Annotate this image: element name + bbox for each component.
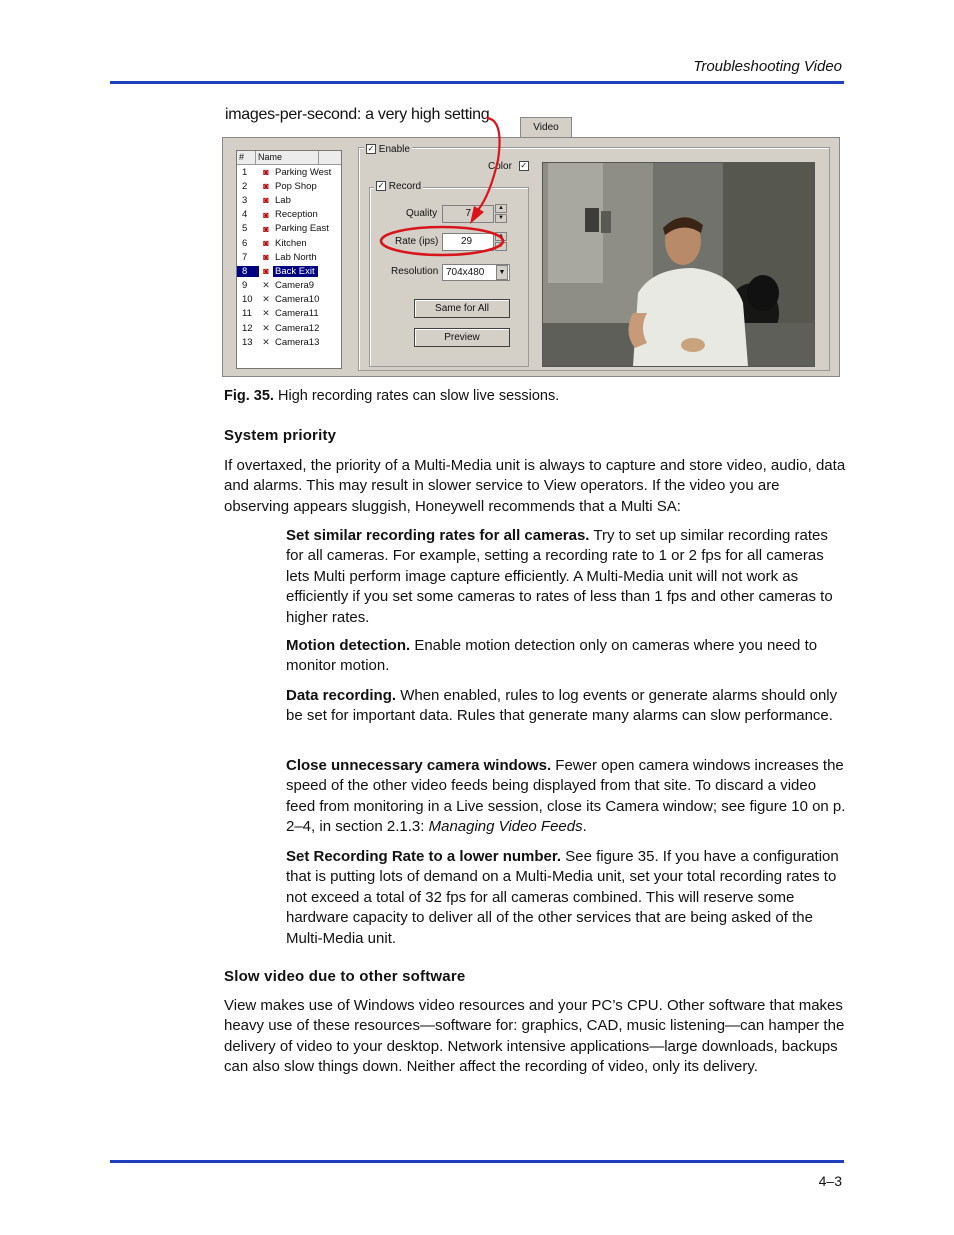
camera-name: Lab xyxy=(275,194,291,206)
section-heading-system-priority: System priority xyxy=(224,427,337,444)
column-header-number[interactable]: # xyxy=(237,151,256,164)
camera-number: 11 xyxy=(242,308,252,320)
camera-name: Parking East xyxy=(275,223,329,235)
quality-spin-down[interactable]: ▼ xyxy=(495,214,507,223)
camera-name: Camera11 xyxy=(275,308,319,320)
camera-name: Camera13 xyxy=(275,336,320,348)
camera-number: 2 xyxy=(242,180,248,192)
recommendation-4-text: Fewer open camera windows increases the speed of the other video feeds being displayed from that site. To discard a video feed from monitoring in a Live session, close its Camera window; see figure 10 on p. 2–4, in section 2.1.3: xyxy=(286,757,846,836)
camera-active-icon: ◙ xyxy=(263,167,269,178)
recommendation-2 xyxy=(286,636,846,677)
camera-name: Camera9 xyxy=(275,280,315,292)
quality-label: Quality xyxy=(406,208,438,219)
recommendation-1 xyxy=(286,526,846,628)
camera-active-icon: ◙ xyxy=(263,223,269,234)
camera-name: Kitchen xyxy=(275,237,307,249)
camera-number: 1 xyxy=(242,166,248,178)
camera-number: 13 xyxy=(242,336,253,348)
camera-name: Camera10 xyxy=(275,294,320,306)
annotation-overlay xyxy=(222,100,842,378)
camera-number: 6 xyxy=(242,237,248,249)
section-heading-slow-video: Slow video due to other software xyxy=(224,968,466,985)
rate-spin-down[interactable]: ▼ xyxy=(495,242,507,251)
recommendation-4-title: Close unnecessary camera windows. xyxy=(286,757,552,774)
camera-active-icon: ◙ xyxy=(263,238,269,249)
rate-spin-up[interactable]: ▲ xyxy=(495,232,507,241)
camera-disabled-icon: ✕ xyxy=(262,280,270,291)
tab-video[interactable]: Video xyxy=(520,117,572,138)
camera-name: Pop Shop xyxy=(275,180,317,192)
recommendation-2-title: Motion detection. xyxy=(286,637,411,654)
header-rule xyxy=(110,81,844,84)
camera-name: Lab North xyxy=(275,251,317,263)
camera-name: Reception xyxy=(275,209,318,221)
camera-number: 8 xyxy=(237,266,259,277)
quality-spin-up[interactable]: ▲ xyxy=(495,204,507,213)
recommendation-5 xyxy=(286,847,846,949)
recommendation-1-text: Try to set up similar recording rates for all cameras. For example, setting a recording rate to 1 or 2 fps for all cameras lets Multi perform image capture efficiently. A Multi-Media unit will not work as efficiently if you set some cameras to rates of less than 1 fps and other cameras to higher rates. xyxy=(286,527,833,626)
recommendation-5-title: Set Recording Rate to a lower number. xyxy=(286,848,562,865)
camera-number: 7 xyxy=(242,251,248,263)
column-header-name[interactable]: Name xyxy=(256,151,319,164)
recommendation-2-text: Enable motion detection only on cameras where you need to monitor motion. xyxy=(286,637,818,675)
figure-caption-number: Fig. 35. xyxy=(224,388,274,404)
camera-number: 4 xyxy=(242,209,248,221)
recommendation-5-text: See figure 35. If you have a configuration that is putting lots of demand on a Multi-Media unit, set your total recording rates to not exceed a total of 32 fps for all cameras combined. This will reserve some hardware capacity to deliver all of the other services that are being asked of the Multi-Media unit. xyxy=(286,848,839,947)
record-checkbox[interactable]: ✓ xyxy=(377,181,385,191)
page-header-title: Troubleshooting Video xyxy=(693,58,842,75)
camera-number: 10 xyxy=(242,294,253,306)
figure-annotation: images-per-second: a very high setting xyxy=(225,106,490,123)
recommendation-4 xyxy=(286,756,846,838)
camera-number: 9 xyxy=(242,280,248,292)
rate-label: Rate (ips) xyxy=(395,236,439,247)
color-label: Color xyxy=(488,161,512,172)
camera-active-icon: ◙ xyxy=(263,266,269,277)
resolution-label: Resolution xyxy=(391,266,439,277)
recommendation-3-title: Data recording. xyxy=(286,687,397,704)
recommendation-4-link-text: Managing Video Feeds xyxy=(428,818,583,836)
camera-number: 12 xyxy=(242,322,253,334)
camera-active-icon: ◙ xyxy=(263,209,269,220)
preview-button[interactable]: Preview xyxy=(414,328,510,347)
camera-disabled-icon: ✕ xyxy=(262,308,270,319)
slow-video-body: View makes use of Windows video resources and your PC’s CPU. Other software that makes heavy use of these resources—software for: graphics, CAD, music listening—can hamper the delivery of video to your desktop. Network intensive applications—large downloads, backups can also slow things down. Neither affect the recording of video, only its delivery. xyxy=(224,997,845,1076)
camera-active-icon: ◙ xyxy=(263,195,269,206)
record-label: Record xyxy=(388,181,422,192)
camera-name: Back Exit xyxy=(273,266,318,277)
same-for-all-button[interactable]: Same for All xyxy=(414,299,510,318)
camera-disabled-icon: ✕ xyxy=(262,322,270,333)
camera-disabled-icon: ✕ xyxy=(262,336,270,347)
camera-active-icon: ◙ xyxy=(263,181,269,192)
recommendation-3 xyxy=(286,686,846,727)
camera-number: 5 xyxy=(242,223,248,235)
figure-caption xyxy=(224,388,559,404)
quality-field[interactable]: 7 xyxy=(442,205,494,223)
camera-number: 3 xyxy=(242,194,248,206)
enable-label: Enable xyxy=(378,144,410,155)
enable-checkbox[interactable]: ✓ xyxy=(367,144,375,154)
camera-name: Camera12 xyxy=(275,322,320,334)
rate-field[interactable]: 29 xyxy=(442,233,494,251)
page-number: 4–3 xyxy=(818,1173,842,1189)
recommendation-1-title: Set similar recording rates for all cameras. xyxy=(286,527,590,544)
footer-rule xyxy=(110,1160,844,1163)
camera-name: Parking West xyxy=(275,166,332,178)
system-priority-intro: If overtaxed, the priority of a Multi-Media unit is always to capture and store video, audio, data and alarms. This may result in slower service to View operators. If the video you are observing appears sluggish, Honeywell recommends that a Multi SA: xyxy=(224,457,846,515)
color-checkbox[interactable]: ✓ xyxy=(520,161,528,171)
recommendation-4-tail: . xyxy=(582,818,587,836)
resolution-dropdown-icon[interactable]: ▼ xyxy=(496,265,508,280)
figure-caption-text: High recording rates can slow live sessions. xyxy=(273,388,560,404)
recommendation-3-text: When enabled, rules to log events or generate alarms should only be set for important data. Rules that generate many alarms can slow performance. xyxy=(286,687,838,725)
camera-active-icon: ◙ xyxy=(263,252,269,263)
resolution-value: 704x480 xyxy=(446,267,485,278)
figure-35 xyxy=(222,100,842,378)
camera-disabled-icon: ✕ xyxy=(262,294,270,305)
